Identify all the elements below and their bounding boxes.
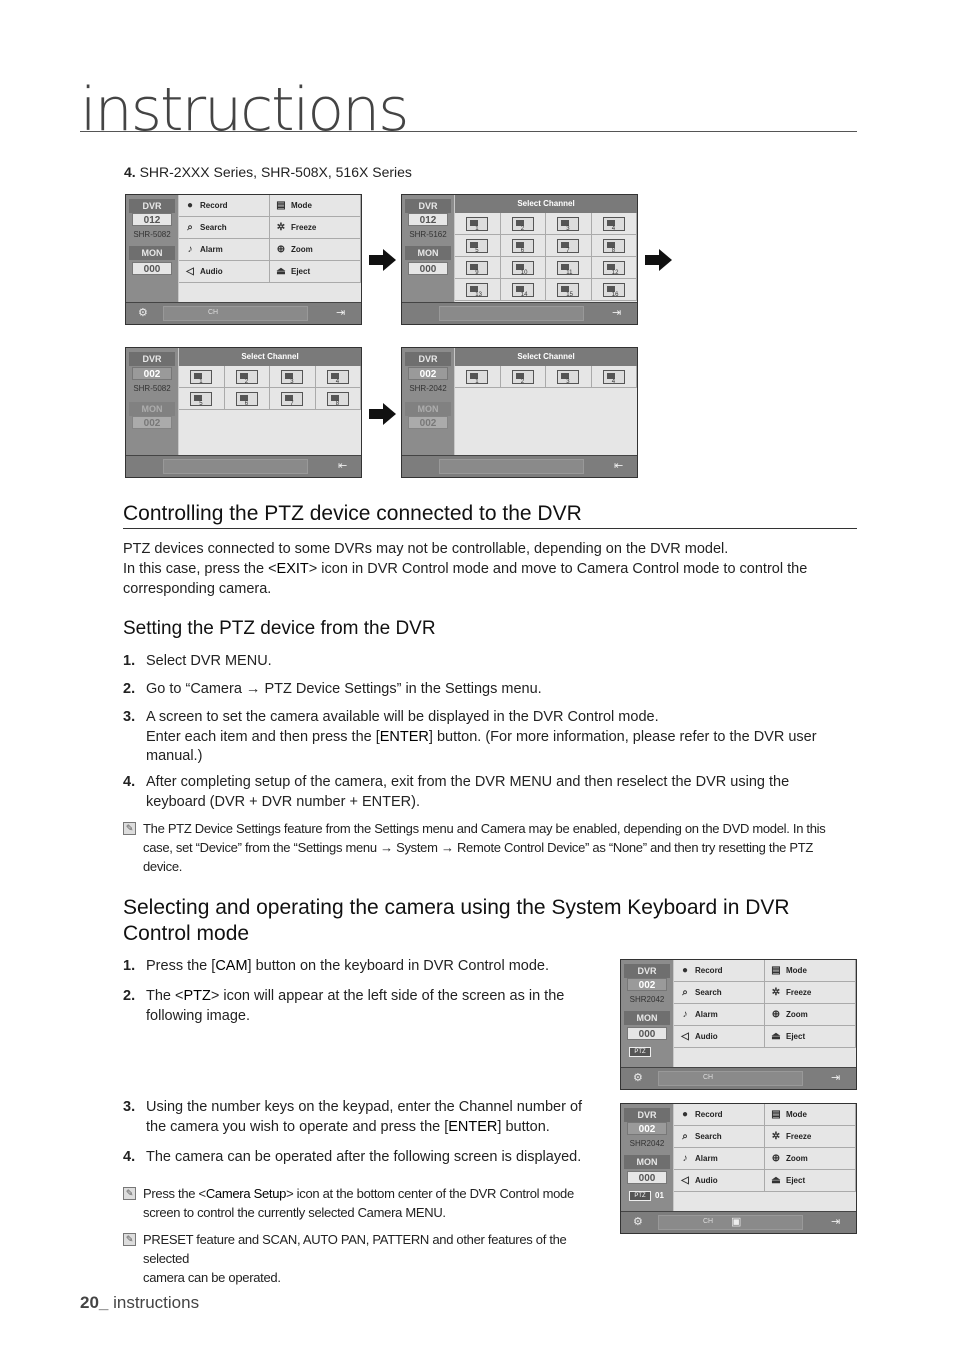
step-number: 1.	[123, 958, 136, 974]
text: Press the <	[143, 1186, 206, 1201]
menu-item-label: Audio	[200, 267, 223, 276]
screen-footer	[402, 455, 637, 477]
settings-icon: ⚙	[633, 1072, 643, 1084]
select-channel-title: Select Channel	[179, 348, 361, 366]
step-2	[123, 680, 857, 700]
menu-item-label: Eject	[786, 1032, 806, 1041]
exit-icon: ⇥	[336, 307, 346, 319]
page-number: 20_	[80, 1293, 109, 1312]
dvr-tag: DVR	[129, 352, 175, 366]
menu-item-label: Zoom	[786, 1154, 808, 1163]
menu-item-label: Record	[200, 201, 228, 210]
channel-cell	[225, 388, 271, 410]
mon-number: 000	[408, 262, 448, 275]
mon-tag: MON	[624, 1011, 670, 1025]
step-text	[146, 1118, 613, 1138]
dvr-screen-select-8	[125, 347, 362, 478]
step-cam-4	[123, 1148, 613, 1168]
mon-tag: MON	[129, 402, 175, 416]
menu-item	[674, 1126, 765, 1148]
mode-icon: ▤	[276, 199, 286, 211]
search-icon: ⌕	[187, 221, 193, 233]
dvr-number: 002	[132, 367, 172, 380]
freeze-icon: ✲	[771, 1130, 781, 1142]
channel-cell	[455, 257, 501, 279]
dvr-tag: DVR	[624, 964, 670, 978]
step-text: following image.	[146, 1007, 250, 1024]
step-text	[146, 987, 603, 1007]
alarm-icon: ♪	[682, 1152, 688, 1164]
channel-number: 2	[244, 379, 249, 385]
mode-icon: ▤	[771, 964, 781, 976]
step-text: keyboard (DVR + DVR number + ENTER).	[146, 793, 420, 810]
text: > icon will appear at the left side of the screen as in the	[210, 988, 565, 1004]
section-title-selecting-camera	[123, 895, 857, 947]
step-cam-3	[123, 1098, 613, 1137]
channel-cell	[592, 279, 638, 301]
menu-item	[179, 239, 270, 261]
search-icon: ⌕	[682, 986, 688, 998]
menu-item	[179, 195, 270, 217]
menu-item	[179, 261, 270, 283]
select-channel-title: Select Channel	[455, 195, 637, 213]
ch-label: CH	[208, 309, 219, 316]
record-icon: ●	[186, 199, 194, 211]
channel-cell	[546, 279, 592, 301]
exit-icon: ⇤	[338, 460, 348, 472]
menu-item	[179, 217, 270, 239]
dvr-screen-select-4	[401, 347, 638, 478]
channel-cell	[270, 388, 316, 410]
step-number: 4.	[123, 1149, 136, 1165]
channel-cell	[546, 366, 592, 388]
ch-label: CH	[703, 1074, 714, 1081]
alarm-icon: ♪	[682, 1008, 688, 1020]
step-text: Using the number keys on the keypad, enter the Channel number of	[146, 1099, 583, 1115]
channel-number: 8	[611, 248, 616, 254]
menu-item	[765, 1026, 856, 1048]
menu-grid	[674, 1104, 856, 1211]
channel-number: 4	[611, 379, 616, 385]
channel-number: 5	[475, 248, 479, 254]
step-4	[123, 773, 857, 812]
channel-cell	[546, 213, 592, 235]
screen-side-panel	[126, 195, 178, 302]
dvr-tag: DVR	[405, 352, 451, 366]
exit-icon: ⇥	[831, 1072, 841, 1084]
menu-item-label: Zoom	[291, 245, 313, 254]
channel-number: 6	[520, 248, 525, 254]
menu-item-label: Freeze	[786, 988, 812, 997]
record-icon: ●	[681, 1108, 689, 1120]
settings-icon: ⚙	[633, 1216, 643, 1228]
dvr-screen-menu-1	[125, 194, 362, 325]
screen-side-panel	[621, 960, 673, 1067]
freeze-icon: ✲	[276, 221, 286, 233]
channel-number: 7	[566, 248, 570, 254]
channel-panel	[455, 195, 637, 302]
step-number: 2.	[123, 681, 136, 697]
footer-segment	[163, 306, 308, 321]
channel-number: 2	[520, 379, 525, 385]
step-cam-1	[123, 957, 603, 977]
text: ] button. (For more information, please refer to the DVR user	[428, 728, 817, 745]
section-title-setting-ptz: Setting the PTZ device from the DVR	[123, 618, 436, 639]
mode-icon: ▤	[771, 1108, 781, 1120]
menu-item	[674, 1148, 765, 1170]
screen-side-panel	[621, 1104, 673, 1211]
menu-item-label: Alarm	[695, 1010, 718, 1019]
menu-item-label: Freeze	[786, 1132, 812, 1141]
step-number: 4.	[123, 774, 136, 790]
channel-number: 4	[335, 379, 340, 385]
menu-grid	[674, 960, 856, 1067]
dvr-number: 002	[408, 367, 448, 380]
note-line: camera can be operated.	[143, 1270, 281, 1285]
text: In this case, press the <	[123, 561, 277, 577]
channel-cell	[592, 235, 638, 257]
channel-number: 10	[520, 270, 528, 276]
channel-number: 8	[335, 401, 340, 407]
footer-segment	[439, 306, 584, 321]
menu-item	[270, 217, 361, 239]
page-header	[80, 75, 857, 145]
menu-item	[674, 982, 765, 1004]
screen-side-panel	[402, 195, 454, 302]
text: > icon at the bottom center of the DVR Control mode	[286, 1186, 574, 1201]
note-icon: ✎	[123, 1187, 136, 1200]
channel-number: 15	[566, 292, 573, 298]
footer-segment	[163, 459, 308, 474]
menu-item-label: Zoom	[786, 1010, 808, 1019]
channel-cell	[501, 257, 547, 279]
step-text: Select DVR MENU.	[146, 653, 272, 669]
para-line: corresponding camera.	[123, 581, 272, 597]
step-cam-2	[123, 987, 603, 1026]
dvr-model: SHR2042	[629, 1139, 665, 1148]
channel-cell	[501, 279, 547, 301]
menu-item-label: Search	[695, 1132, 722, 1141]
dvr-number: 012	[408, 213, 448, 226]
channel-number: 4	[611, 226, 616, 232]
menu-item-label: Record	[695, 1110, 723, 1119]
text: the camera you wish to operate and press the [	[146, 1118, 449, 1135]
channel-cell	[455, 279, 501, 301]
channel-cell	[455, 213, 501, 235]
step-1	[123, 652, 857, 672]
title-line: Selecting and operating the camera using the System Keyboard in DVR	[123, 896, 790, 919]
channel-cell	[455, 235, 501, 257]
channel-cell	[270, 366, 316, 388]
footer-segment	[658, 1071, 803, 1086]
dvr-number: 002	[627, 978, 667, 991]
channel-number: 3	[566, 379, 570, 385]
camera-setup-keyword: Camera Setup	[205, 1186, 287, 1201]
channel-number: 2	[520, 226, 525, 232]
channel-cell	[179, 388, 225, 410]
note-line: screen to control the currently selected Camera MENU.	[143, 1205, 446, 1220]
menu-item-label: Mode	[786, 966, 807, 975]
channel-cell	[501, 366, 547, 388]
dvr-screen-ptz-icon	[620, 959, 857, 1090]
screen-side-panel	[402, 348, 454, 455]
step-text	[146, 728, 857, 748]
menu-item-label: Freeze	[291, 223, 317, 232]
step-number: 3.	[123, 1099, 136, 1115]
step-number: 3.	[123, 709, 136, 725]
settings-icon: ⚙	[138, 307, 148, 319]
step-number: 2.	[123, 988, 136, 1004]
channel-number: 3	[290, 379, 294, 385]
ptz-icon: PTZ	[629, 1047, 651, 1057]
eject-icon: ⏏	[771, 1174, 781, 1186]
dvr-screen-select-16	[401, 194, 638, 325]
channel-number: 16	[611, 292, 619, 298]
mon-number: 000	[627, 1171, 667, 1184]
mon-number: 002	[132, 416, 172, 429]
channel-number: 3	[566, 226, 570, 232]
page-footer	[80, 1293, 199, 1313]
search-icon: ⌕	[682, 1130, 688, 1142]
exit-icon: ⇤	[614, 460, 624, 472]
para-line: PTZ devices connected to some DVRs may not be controllable, depending on the DVR model.	[123, 541, 729, 557]
select-channel-title: Select Channel	[455, 348, 637, 366]
step-3	[123, 708, 857, 767]
text: Press the [	[146, 958, 216, 974]
zoom-icon: ⊕	[771, 1008, 781, 1020]
channel-number: 12	[611, 270, 619, 276]
menu-item-label: Audio	[695, 1032, 718, 1041]
channel-number: 1	[475, 226, 479, 232]
menu-item-label: Mode	[786, 1110, 807, 1119]
section1-paragraph	[123, 539, 857, 599]
menu-item	[674, 1170, 765, 1192]
channel-number: 1	[475, 379, 479, 385]
dvr-model: SHR-2042	[409, 384, 447, 393]
channel-cell	[546, 257, 592, 279]
menu-item-label: Mode	[291, 201, 312, 210]
audio-icon: ◁	[186, 265, 194, 277]
title-line: Control mode	[123, 922, 250, 945]
step-text: manual.)	[146, 748, 203, 764]
channel-cell	[316, 388, 362, 410]
channel-grid	[179, 366, 361, 410]
alarm-icon: ♪	[187, 243, 193, 255]
exit-icon: ⇥	[612, 307, 622, 319]
text: ] button on the keyboard in DVR Control mode.	[247, 958, 549, 974]
channel-number: 14	[520, 292, 528, 298]
section-title-controlling-ptz: Controlling the PTZ device connected to the DVR	[123, 502, 857, 529]
exit-keyword: EXIT	[276, 561, 309, 577]
channel-panel	[179, 348, 361, 455]
note-line: The PTZ Device Settings feature from the Settings menu and Camera may be enabled, depending on the DVD model. In this	[143, 821, 826, 836]
channel-grid	[455, 366, 637, 388]
text: The <	[146, 988, 184, 1004]
mon-tag: MON	[405, 402, 451, 416]
menu-item	[674, 1004, 765, 1026]
dvr-tag: DVR	[405, 199, 451, 213]
channel-cell	[592, 366, 638, 388]
menu-item	[765, 1104, 856, 1126]
channel-cell	[592, 213, 638, 235]
channel-cell	[316, 366, 362, 388]
menu-item	[765, 1004, 856, 1026]
screen-side-panel	[126, 348, 178, 455]
channel-panel	[455, 348, 637, 455]
record-icon: ●	[681, 964, 689, 976]
page-title: instructions	[80, 75, 408, 145]
dvr-model: SHR-5082	[133, 230, 171, 239]
channel-number: 11	[566, 270, 573, 276]
channel-number: 6	[244, 401, 249, 407]
mon-number: 002	[408, 416, 448, 429]
exit-icon: ⇥	[831, 1216, 841, 1228]
menu-item	[270, 195, 361, 217]
para-line	[123, 559, 857, 579]
enter-keyword: ENTER	[379, 728, 429, 745]
dvr-model: SHR-5082	[133, 384, 171, 393]
step-number: 1.	[123, 653, 136, 669]
note-icon: ✎	[123, 1233, 136, 1246]
dvr-screen-ptz-channel	[620, 1103, 857, 1234]
screen-footer	[621, 1211, 856, 1233]
channel-number: 7	[290, 401, 294, 407]
menu-item-label: Eject	[291, 267, 311, 276]
step-text	[146, 957, 603, 977]
series-text: SHR-2XXX Series, SHR-508X, 516X Series	[139, 164, 412, 180]
screen-footer	[126, 302, 361, 324]
menu-grid	[179, 195, 361, 302]
menu-item-label: Alarm	[200, 245, 223, 254]
menu-item	[765, 982, 856, 1004]
mon-tag: MON	[129, 246, 175, 260]
mon-number: 000	[132, 262, 172, 275]
menu-item-label: Record	[695, 966, 723, 975]
menu-item	[765, 1126, 856, 1148]
footer-segment	[439, 459, 584, 474]
channel-number: 5	[199, 401, 203, 407]
dvr-model: SHR2042	[629, 995, 665, 1004]
text: Enter each item and then press the [	[146, 728, 380, 745]
dvr-model: SHR-5162	[409, 230, 447, 239]
channel-cell	[455, 366, 501, 388]
freeze-icon: ✲	[771, 986, 781, 998]
channel-cell	[501, 213, 547, 235]
menu-item-label: Alarm	[695, 1154, 718, 1163]
note-line: PRESET feature and SCAN, AUTO PAN, PATTERN and other features of the selected	[143, 1232, 567, 1266]
ch-label: CH	[703, 1218, 714, 1225]
channel-cell	[179, 366, 225, 388]
channel-cell	[225, 366, 271, 388]
series-number: 4.	[124, 164, 136, 180]
note-ptz-settings	[123, 819, 857, 876]
step-text: After completing setup of the camera, exit from the DVR MENU and then reselect the DVR using the	[146, 774, 790, 790]
step-text: Go to “Camera → PTZ Device Settings” in the Settings menu.	[146, 681, 542, 697]
ptz-channel-number: 01	[655, 1191, 664, 1200]
dvr-tag: DVR	[129, 199, 175, 213]
channel-cell	[501, 235, 547, 257]
note-line: case, set “Device” from the “Settings menu → System → Remote Control Device” as “None” and then try resetting the PTZ	[143, 840, 814, 855]
note-icon: ✎	[123, 822, 136, 835]
note-line: device.	[143, 859, 183, 874]
text: ] button.	[497, 1118, 550, 1135]
audio-icon: ◁	[681, 1174, 689, 1186]
channel-number: 13	[475, 292, 482, 298]
mon-tag: MON	[405, 246, 451, 260]
mon-tag: MON	[624, 1155, 670, 1169]
menu-item	[674, 1026, 765, 1048]
menu-item	[674, 1104, 765, 1126]
menu-item	[765, 960, 856, 982]
dvr-number: 002	[627, 1122, 667, 1135]
menu-item	[270, 239, 361, 261]
menu-item-label: Audio	[695, 1176, 718, 1185]
dvr-tag: DVR	[624, 1108, 670, 1122]
channel-number: 9	[475, 270, 479, 276]
screen-footer	[126, 455, 361, 477]
series-caption	[124, 164, 412, 180]
channel-cell	[592, 257, 638, 279]
menu-item	[270, 261, 361, 283]
menu-item	[765, 1170, 856, 1192]
screen-footer	[402, 302, 637, 324]
audio-icon: ◁	[681, 1030, 689, 1042]
note-line	[143, 1184, 613, 1203]
enter-keyword: ENTER	[448, 1118, 498, 1135]
menu-item-label: Search	[200, 223, 227, 232]
note-preset	[123, 1230, 613, 1287]
zoom-icon: ⊕	[771, 1152, 781, 1164]
screen-footer	[621, 1067, 856, 1089]
menu-item	[765, 1148, 856, 1170]
channel-number: 1	[199, 379, 203, 385]
step-text: The camera can be operated after the following screen is displayed.	[146, 1149, 582, 1165]
footer-text: instructions	[108, 1293, 200, 1312]
channel-grid	[455, 213, 637, 301]
zoom-icon: ⊕	[276, 243, 286, 255]
channel-cell	[546, 235, 592, 257]
cam-keyword: CAM	[215, 958, 248, 974]
dvr-number: 012	[132, 213, 172, 226]
text: > icon in DVR Control mode and move to Camera Control mode to control the	[308, 561, 808, 577]
menu-item-label: Eject	[786, 1176, 806, 1185]
ptz-icon: PTZ	[629, 1191, 651, 1201]
camera-setup-icon: ▣	[731, 1216, 742, 1228]
menu-item-label: Search	[695, 988, 722, 997]
menu-item	[674, 960, 765, 982]
ptz-keyword: PTZ	[183, 988, 211, 1004]
eject-icon: ⏏	[276, 265, 286, 277]
note-camera-setup	[123, 1184, 613, 1222]
eject-icon: ⏏	[771, 1030, 781, 1042]
mon-number: 000	[627, 1027, 667, 1040]
step-text: A screen to set the camera available will be displayed in the DVR Control mode.	[146, 709, 659, 725]
